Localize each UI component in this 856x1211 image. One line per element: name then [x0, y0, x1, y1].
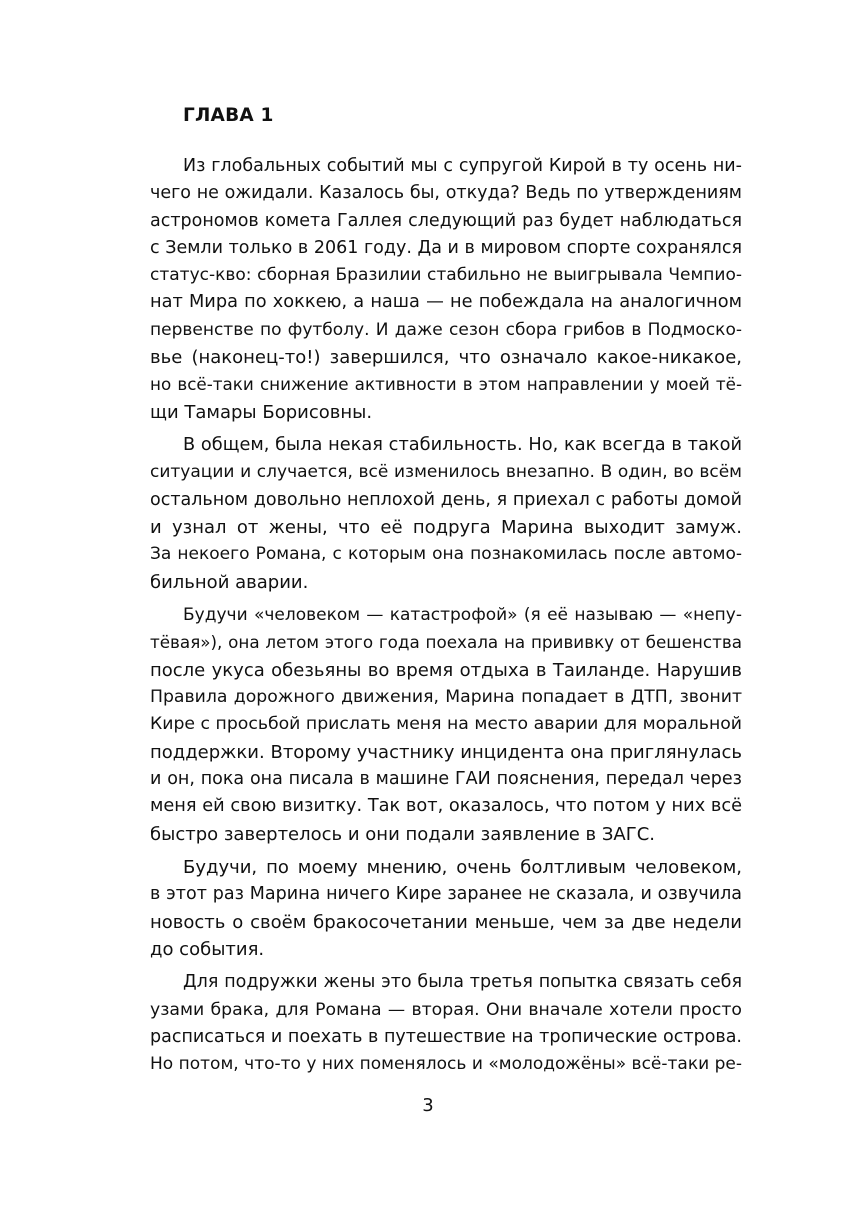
text-line: чего не ожидали. Казалось бы, откуда? Ведь по утверждениям [150, 183, 742, 204]
text-line: расписаться и поехать в путешествие на тропические острова. [150, 1026, 742, 1047]
paragraph [150, 153, 742, 426]
text-line: быстро завертелось и они подали заявление в ЗАГС. [150, 823, 656, 845]
text-line: с Земли только в 2061 году. Да и в мировом спорте сохранялся [150, 237, 742, 258]
text-line: Будучи «человеком — катастрофой» (я её называю — «непу- [183, 605, 742, 626]
text-line: но всё-таки снижение активности в этом направлении у моей тё- [150, 374, 742, 395]
paragraph [150, 602, 742, 848]
text-line: За некоего Романа, с которым она познакомилась после автомо- [150, 544, 742, 565]
text-line: статус-кво: сборная Бразилии стабильно не выигрывала Чемпио- [150, 265, 742, 286]
text-line: Но потом, что-то у них поменялось и «молодожёны» всё-таки ре- [150, 1054, 742, 1075]
text-line: В общем, была некая стабильность. Но, как всегда в такой [183, 435, 742, 456]
text-line: Из глобальных событий мы с супругой Кирой в ту осень ни- [183, 156, 742, 176]
text-line: до события. [150, 938, 265, 960]
text-line: меня ей свою визитку. Так вот, оказалось, что потом у них всё [150, 796, 742, 817]
page-body [150, 102, 742, 1085]
text-line: нат Мира по хоккею, а наша — не побеждала на аналогичном [150, 292, 742, 313]
text-line: в этот раз Марина ничего Кире заранее не сказала, и озвучила [150, 884, 742, 905]
chapter-text [150, 153, 742, 1079]
chapter-title: ГЛАВА 1 [183, 105, 274, 126]
text-line: Кире с просьбой прислать меня на место аварии для моральной [150, 714, 742, 735]
paragraph [150, 854, 742, 963]
text-line: астрономов комета Галлея следующий раз будет наблюдаться [150, 210, 742, 231]
page-number: 3 [422, 1095, 434, 1116]
text-line: вье (наконец-то!) завершился, что означало какое-никакое, [150, 347, 742, 369]
paragraph [150, 969, 742, 1078]
text-line: первенстве по футболу. И даже сезон сбора грибов в Подмоско- [150, 319, 742, 340]
text-line: остальном довольно неплохой день, я приехал с работы домой [150, 489, 742, 510]
text-line: Правила дорожного движения, Марина попадает в ДТП, звонит [150, 687, 742, 708]
text-line: Для подружки жены это была третья попытка связать себя [183, 972, 742, 993]
text-line: ситуации и случается, всё изменилось внезапно. В один, во всём [150, 462, 742, 483]
paragraph [150, 432, 742, 596]
text-line: новость о своём бракосочетании меньше, чем за две недели [150, 911, 742, 933]
text-line: и он, пока она писала в машине ГАИ пояснения, передал через [150, 768, 742, 789]
text-line: после укуса обезьяны во время отдыха в Таиланде. Нарушив [150, 659, 742, 681]
text-line: узами брака, для Романа — вторая. Они вначале хотели просто [150, 999, 742, 1020]
text-line: щи Тамары Борисовны. [150, 401, 373, 423]
text-line: бильной аварии. [150, 571, 309, 593]
text-line: тёвая»), она летом этого года поехала на прививку от бешенства [150, 632, 742, 653]
text-line: и узнал от жены, что её подруга Марина выходит замуж. [150, 517, 742, 539]
text-line: поддержки. Второму участнику инцидента она приглянулась [150, 741, 742, 763]
text-line: Будучи, по моему мнению, очень болтливым человеком, [183, 856, 742, 878]
